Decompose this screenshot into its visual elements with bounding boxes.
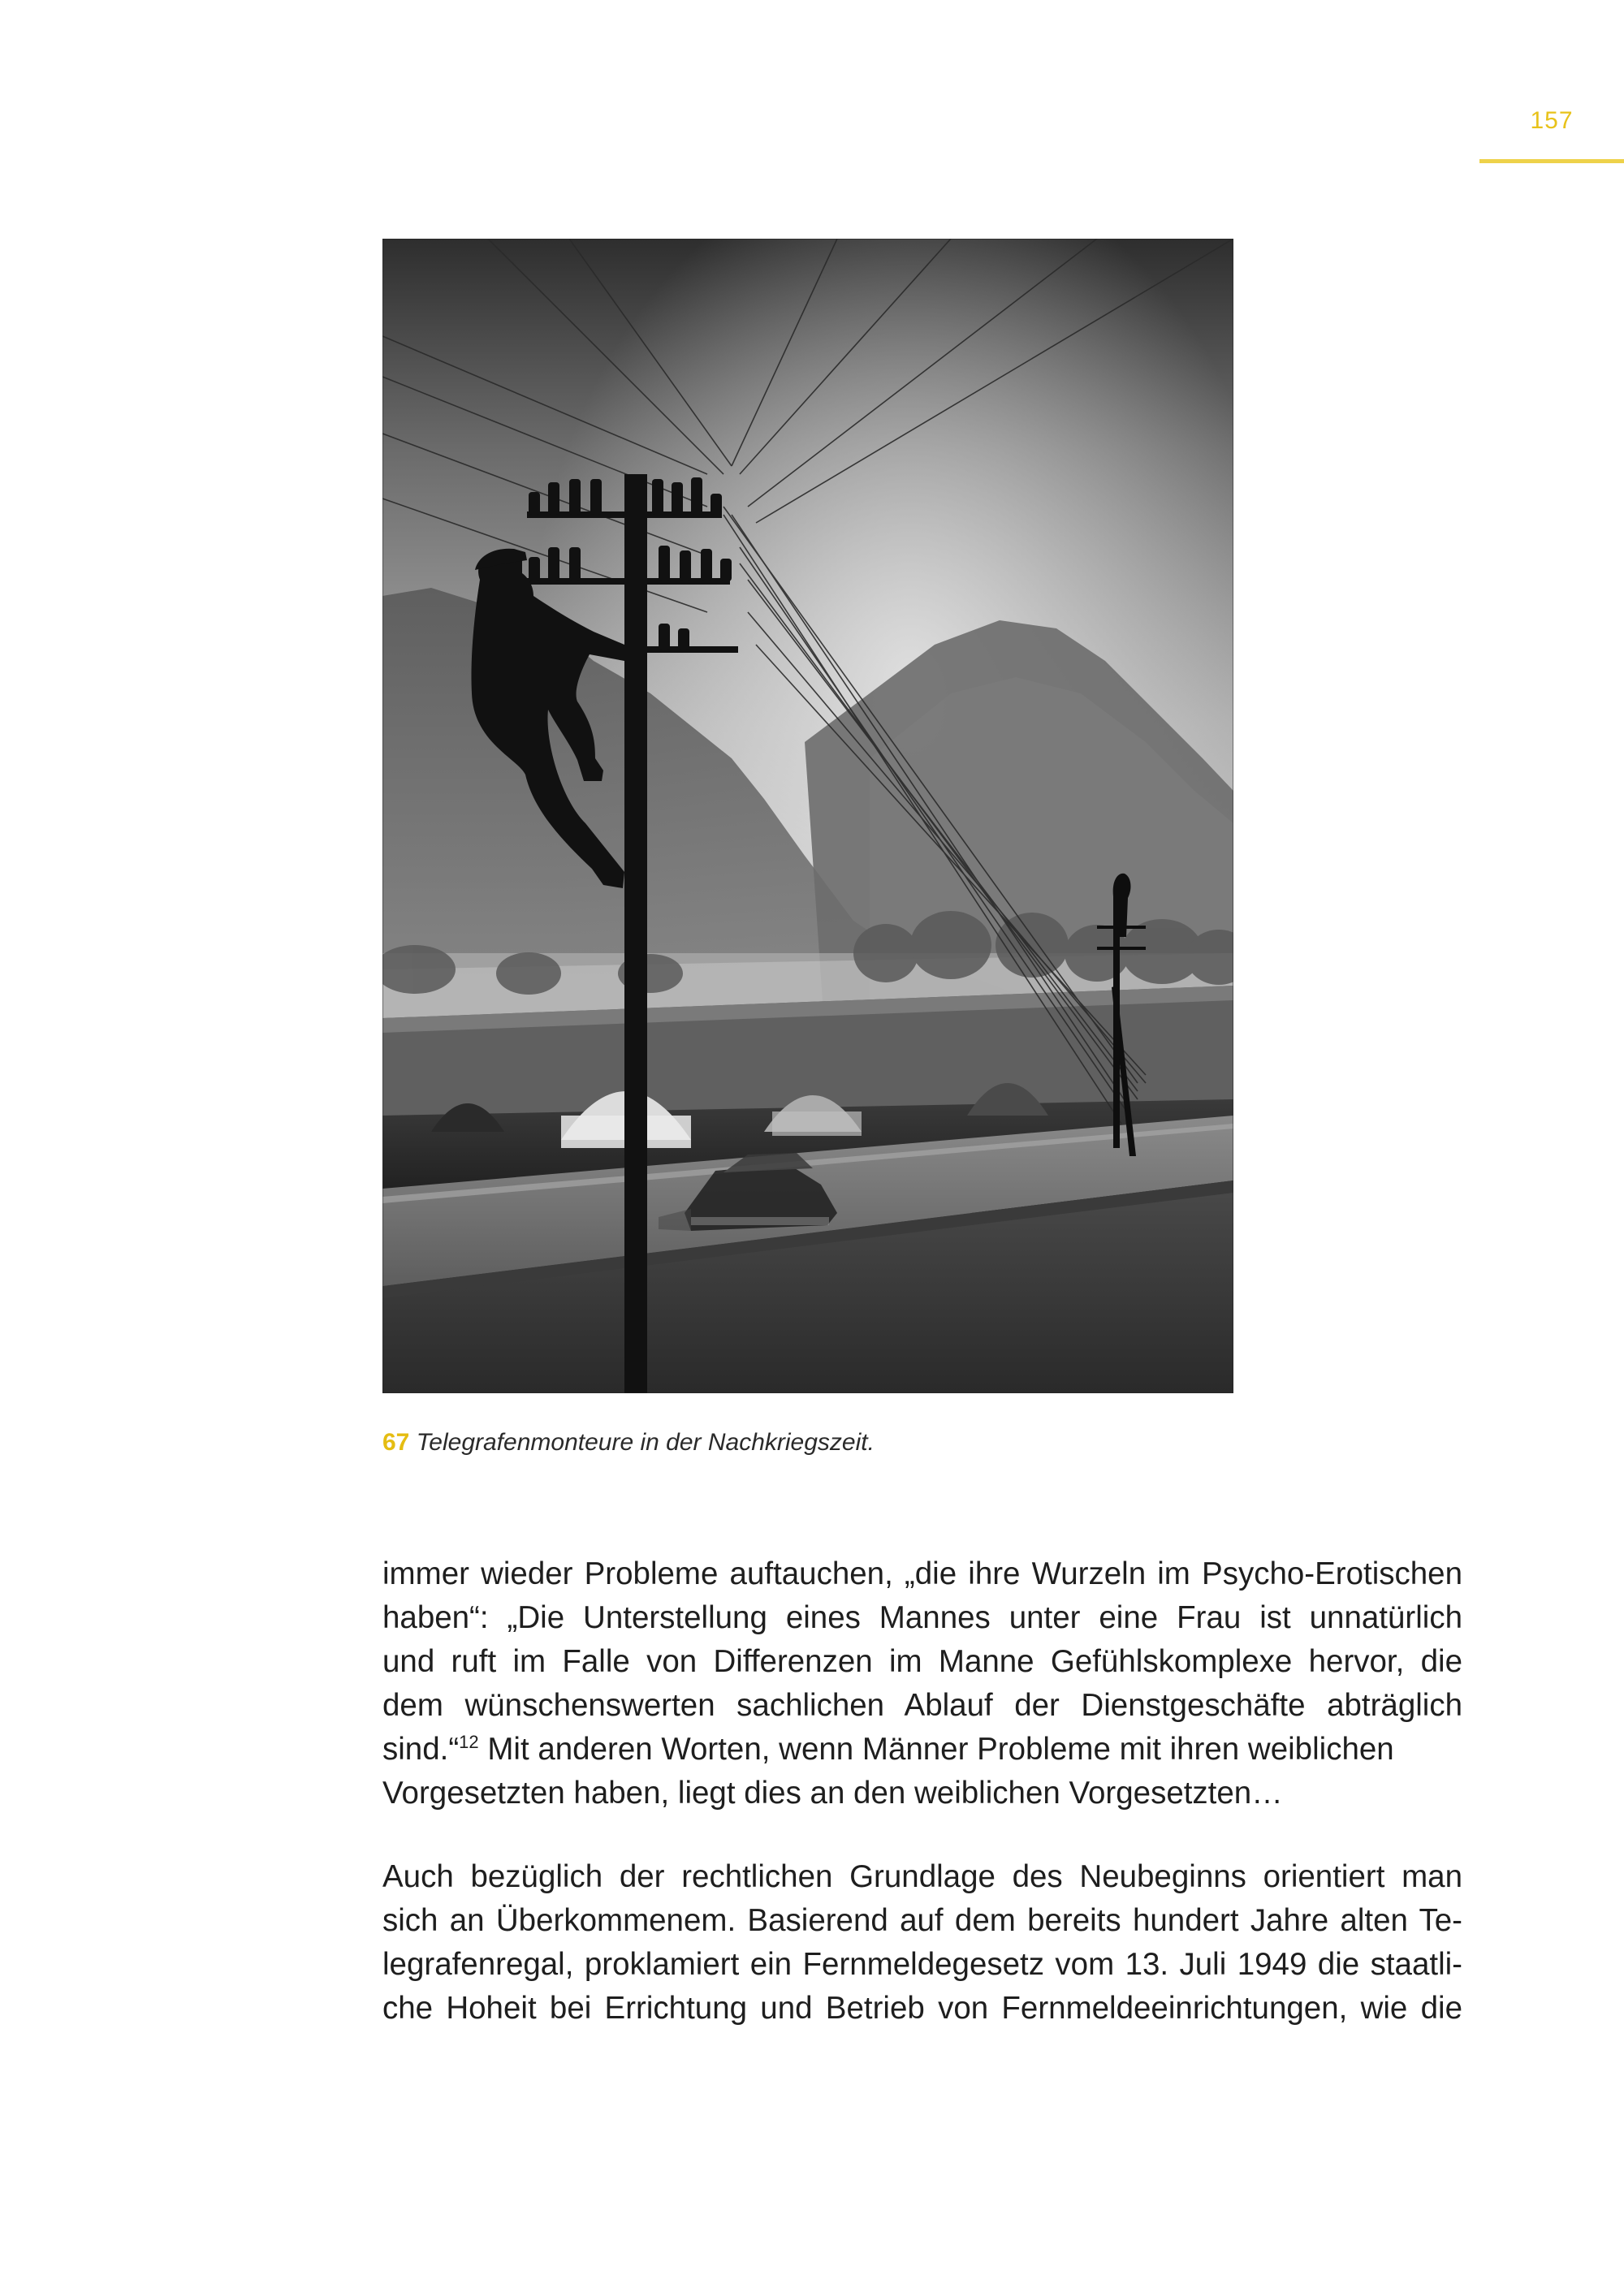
figure-number: 67 — [382, 1429, 410, 1456]
page-number: 157 — [1530, 107, 1574, 134]
text-line: und ruft im Falle von Differenzen im Manne Gefühlskomplexe hervor, die — [382, 1644, 1462, 1679]
figure-caption-text: Telegrafenmonteure in der Nachkriegszeit. — [416, 1429, 875, 1456]
figure-photo-telegraph-linemen — [382, 239, 1233, 1393]
text-line: immer wieder Probleme auftauchen, „die ihre Wurzeln im Psycho-Erotischen — [382, 1556, 1462, 1591]
figure-caption — [382, 1427, 1438, 1459]
text-line-with-footnote — [382, 1728, 1462, 1772]
text-line: dem wünschenswerten sachlichen Ablauf der Dienstgeschäfte abträglich — [382, 1688, 1462, 1723]
photo-illustration — [382, 239, 1233, 1393]
text-line: Auch bezüglich der rechtlichen Grundlage des Neubeginns orientiert man — [382, 1859, 1462, 1894]
body-paragraph-2 — [382, 1855, 1462, 2031]
page-number-rule — [1479, 159, 1624, 163]
text-line: haben“: „Die Unterstellung eines Mannes unter eine Frau ist unnatürlich — [382, 1600, 1462, 1635]
text-line: che Hoheit bei Errichtung und Betrieb von Fernmeldeeinrichtungen, wie die — [382, 1991, 1462, 2026]
text-line: sich an Überkommenem. Basierend auf dem bereits hundert Jahre alten Te- — [382, 1903, 1462, 1938]
text-line: Vorgesetzten haben, liegt dies an den weiblichen Vorgesetzten… — [382, 1776, 1283, 1811]
text-fragment: sind.“ — [382, 1732, 460, 1767]
text-line: legrafenregal, proklamiert ein Fernmeldegesetz vom 13. Juli 1949 die staatli- — [382, 1947, 1462, 1982]
footnote-reference[interactable]: 12 — [459, 1732, 479, 1752]
text-fragment: Mit anderen Worten, wenn Männer Probleme mit ihren weiblichen — [487, 1732, 1394, 1767]
body-paragraph-1 — [382, 1552, 1462, 1815]
